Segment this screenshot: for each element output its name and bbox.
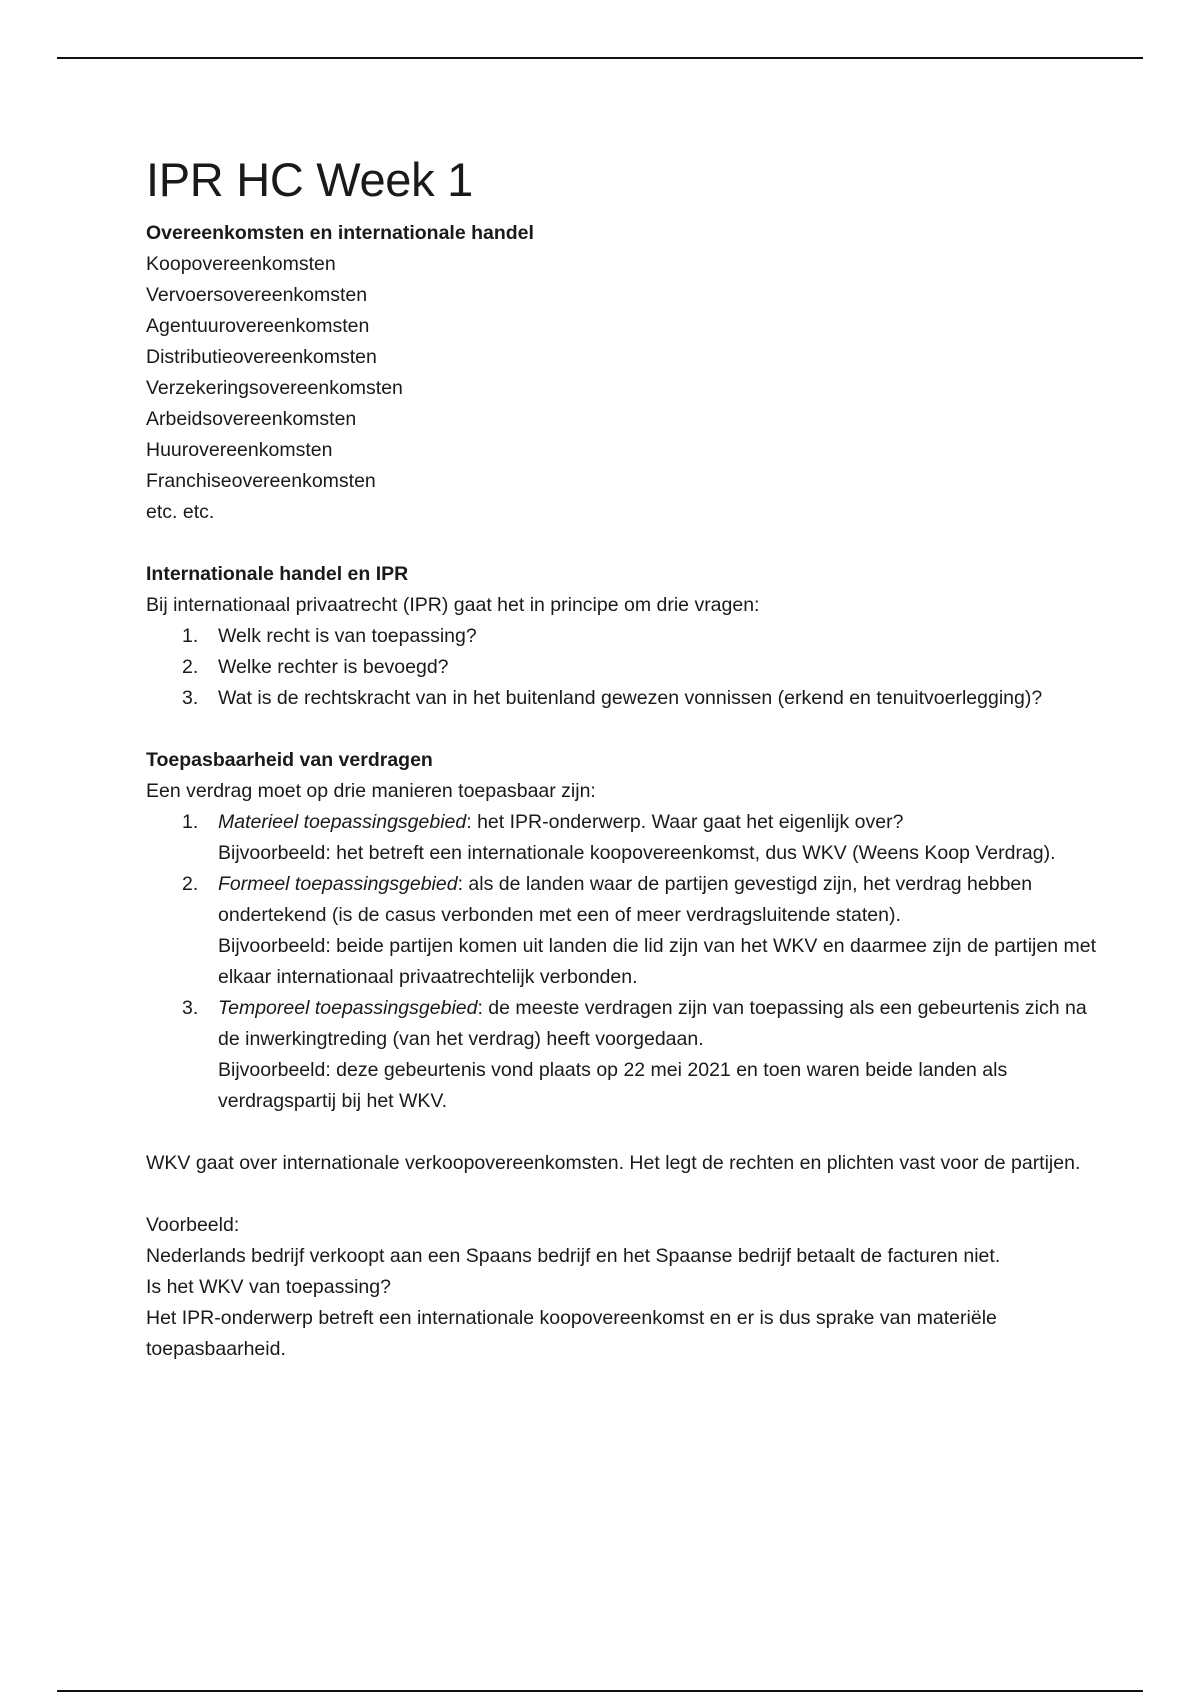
numbered-item <box>146 652 1096 683</box>
page-title: IPR HC Week 1 <box>146 153 473 206</box>
item-term: Materieel toepassingsgebied <box>218 811 467 833</box>
applicability-list <box>146 807 1096 1117</box>
item-example: Bijvoorbeeld: het betreft een internationale koopovereenkomst, dus WKV (Weens Koop Verdrag). <box>218 842 1056 864</box>
list-item: Vervoersovereenkomsten <box>146 284 368 306</box>
section-heading-toepasbaarheid: Toepasbaarheid van verdragen <box>146 749 433 771</box>
item-number: 2. <box>182 656 199 678</box>
item-term: Formeel toepassingsgebied <box>218 873 458 895</box>
list-item: Koopovereenkomsten <box>146 253 336 275</box>
section-intro: Een verdrag moet op drie manieren toepasbaar zijn: <box>146 780 596 802</box>
list-item: Distributieovereenkomsten <box>146 346 377 368</box>
item-number: 2. <box>182 873 199 895</box>
item-example: Bijvoorbeeld: beide partijen komen uit landen die lid zijn van het WKV en daarmee zijn de partijen met elkaar internationaal privaatrechtelijk verbonden. <box>218 935 1097 988</box>
example-line: Het IPR-onderwerp betreft een internationale koopovereenkomst en er is dus sprake van materiële toepasbaarheid. <box>146 1307 997 1360</box>
numbered-item <box>146 807 1096 869</box>
top-rule <box>57 57 1143 59</box>
numbered-item <box>146 993 1096 1117</box>
numbered-item <box>146 869 1096 993</box>
numbered-item <box>146 621 1096 652</box>
item-text: : het IPR-onderwerp. Waar gaat het eigenlijk over? <box>466 811 904 833</box>
list-item: Agentuurovereenkomsten <box>146 315 370 337</box>
item-number: 3. <box>182 997 199 1019</box>
list-item: Verzekeringsovereenkomsten <box>146 377 403 399</box>
section-heading-internationale-handel: Internationale handel en IPR <box>146 563 409 585</box>
item-text: : de meeste verdragen zijn van toepassing als een gebeurtenis zich na de inwerkingtreding (van het verdrag) heeft voorgedaan. <box>218 997 1087 1050</box>
section-intro: Bij internationaal privaatrecht (IPR) gaat het in principe om drie vragen: <box>146 594 760 616</box>
example-label: Voorbeeld: <box>146 1214 240 1236</box>
wkv-paragraph: WKV gaat over internationale verkoopovereenkomsten. Het legt de rechten en plichten vast voor de partijen. <box>146 1152 1081 1174</box>
item-number: 1. <box>182 625 199 647</box>
example-line: Is het WKV van toepassing? <box>146 1276 391 1298</box>
item-number: 3. <box>182 687 199 709</box>
item-text: Wat is de rechtskracht van in het buitenland gewezen vonnissen (erkend en tenuitvoerlegging)? <box>218 687 1043 709</box>
list-item: Arbeidsovereenkomsten <box>146 408 357 430</box>
example-line: Nederlands bedrijf verkoopt aan een Spaans bedrijf en het Spaanse bedrijf betaalt de facturen niet. <box>146 1245 1001 1267</box>
item-text: : als de landen waar de partijen gevestigd zijn, het verdrag hebben ondertekend (is de casus verbonden met een of meer verdragsluitende staten). <box>218 873 1033 926</box>
ipr-questions-list <box>146 621 1096 714</box>
item-example: Bijvoorbeeld: deze gebeurtenis vond plaats op 22 mei 2021 en toen waren beide landen als verdragspartij bij het WKV. <box>218 1059 1008 1112</box>
item-text: Welk recht is van toepassing? <box>218 625 477 647</box>
bottom-rule <box>57 1690 1143 1692</box>
list-item: etc. etc. <box>146 501 215 523</box>
item-text: Welke rechter is bevoegd? <box>218 656 449 678</box>
section-heading-overeenkomsten: Overeenkomsten en internationale handel <box>146 222 534 244</box>
item-term: Temporeel toepassingsgebied <box>218 997 478 1019</box>
item-number: 1. <box>182 811 199 833</box>
document-body <box>146 150 1096 1365</box>
numbered-item <box>146 683 1096 714</box>
contract-type-list <box>146 249 1096 528</box>
list-item: Franchiseovereenkomsten <box>146 470 376 492</box>
list-item: Huurovereenkomsten <box>146 439 333 461</box>
